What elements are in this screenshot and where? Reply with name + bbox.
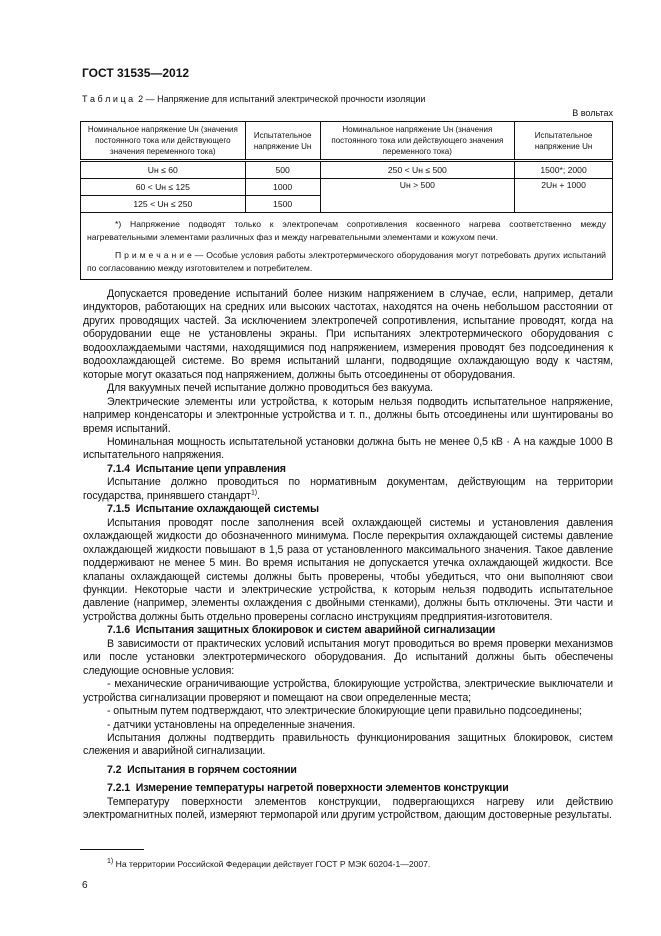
paragraph: Допускается проведение испытаний более низким напряжением в случае, если, например, детали индукторов, работающих на средних или высоких частотах, находятся на очень небольшом расстоянии от других проводящих частей. За исключением электропечей сопротивления, испытание проводят, когда на оборудовании еще не установлены экраны. При испытаниях электротермического оборудования с водоохлаждаемыми частями, находящимися под напряжением, измерения проводят без подсоединения к водоохлаждающей системе. Во время испытаний шланги, подводящие охлаждающую воду к частям, которые могут оказаться под напряжением, должны быть отсоединены от оборудования.: [83, 288, 613, 381]
table-caption: Т а б л и ц а 2 — Напряжение для испытаний электрической прочности изоляции: [82, 94, 426, 104]
document-header: ГОСТ 31535—2012: [82, 66, 190, 80]
list-item: - датчики установлены на определенные значения.: [107, 718, 356, 731]
paragraph: Испытания должны подтвердить правильность функционирования защитных блокировок, систем слежения и аварийной сигнализации.: [83, 731, 613, 758]
table-cell: 125 < Uн ≤ 250: [81, 196, 246, 213]
paragraph: Испытания проводят после заполнения всей охлаждающей системы и установления давления охлаждающей жидкости до обозначенного минимума. После перекрытия охлаждающей системы давление охлаждающей жидкости повышают в 1,5 раза от установленного максимального значения. Такое давление поддерживают не менее 5 мин. Во время испытания не допускается утечка охлаждающей жидкости. Все клапаны охлаждающей системы должны быть проверены, чтобы убедиться, что они выполняют свои функции. Некоторые части и электрические устройства, к которым нельзя подводить испытательное давление (например, элементы охлаждения с двойными стенками), должны быть отключены. Эти части и устройства должны быть отдельно проверены согласно инструкциям предприятия-изготовителя.: [83, 516, 613, 623]
section-heading: 7.2 Испытания в горячем состоянии: [107, 763, 297, 776]
list-item: - механические ограничивающие устройства, блокирующие устройства, электрические выключатели и устройства сигнализации проверяют и помещают на свои определенные места;: [83, 678, 613, 704]
table-cell: 1500: [245, 196, 320, 213]
section-heading: 7.1.4 Испытание цепи управления: [107, 462, 286, 475]
section-heading: 7.2.1 Измерение температуры нагретой поверхности элементов конструкции: [107, 782, 509, 795]
table-header: Испытательное напряжение Uн: [245, 122, 320, 161]
table-cell: 500: [245, 161, 320, 179]
paragraph: Номинальная мощность испытательной установки должна быть не менее 0,5 кВ · А на каждые 1000 В испытательного напряжения.: [83, 435, 613, 462]
footnote-mark: 1): [107, 857, 114, 865]
page-number: 6: [82, 879, 88, 891]
table-notes-row: [81, 213, 613, 280]
table-cell: 1500*; 2000: [515, 161, 613, 179]
page-footnote: [107, 858, 613, 870]
table-cell: 250 < Uн ≤ 500: [320, 161, 515, 179]
table-row: [81, 161, 613, 179]
table-header: Испытательное напряжение Uн: [515, 122, 613, 161]
paragraph: Для вакуумных печей испытание должно проводиться без вакуума.: [107, 382, 433, 395]
section-heading: 7.1.6 Испытания защитных блокировок и систем аварийной сигнализации: [107, 624, 496, 637]
table-cell: Uн > 500: [320, 179, 515, 213]
footnote-divider: [80, 849, 144, 850]
table-header: Номинальное напряжение Uн (значения постоянного тока или действующего значения переменного тока): [320, 122, 515, 161]
table-cell: 1000: [245, 179, 320, 196]
table-footnote: *) Напряжение подводят только к электропечам сопротивления косвенного нагрева соответственно между нагревательными элементами различных фаз и между нагревательными элементами и кожухом печи.: [87, 219, 606, 242]
table-cell: 2Uн + 1000: [515, 179, 613, 213]
footnote-text: На территории Российской Федерации действует ГОСТ Р МЭК 60204-1—2007.: [115, 858, 431, 869]
footnote-ref: 1): [250, 489, 257, 497]
table-note: П р и м е ч а н и е — Особые условия работы электротермического оборудования могут потребовать других испытаний по согласованию между изготовителем и потребителем.: [87, 250, 606, 273]
paragraph: Температуру поверхности элементов конструкции, подвергающихся нагреву или действию электромагнитных полей, измеряют термопарой или другим устройством, дающим достоверные результаты.: [83, 795, 613, 822]
list-item: - опытным путем подтверждают, что электрические блокирующие цепи правильно подсоединены;: [107, 705, 582, 718]
table-row: [81, 179, 613, 196]
table-header-row: [81, 122, 613, 161]
section-heading: 7.1.5 Испытание охлаждающей системы: [107, 503, 319, 516]
table-units: В вольтах: [572, 108, 613, 118]
body-text: [83, 288, 613, 823]
paragraph: В зависимости от практических условий испытания могут проводиться во время проверки механизмов или после установки электротермического оборудования. До испытаний должны быть обеспечены следующие основные условия:: [83, 637, 613, 677]
voltage-table: [80, 121, 613, 280]
paragraph: Электрические элементы или устройства, к которым нельзя подводить испытательное напряжение, например конденсаторы и электронные устройства и т. п., должны быть отсоединены или шунтированы во время испытаний.: [83, 395, 613, 435]
table-cell: 60 < Uн ≤ 125: [81, 179, 246, 196]
table-header: Номинальное напряжение Uн (значения постоянного тока или действующего значения переменного тока): [81, 122, 246, 161]
table-cell: Uн ≤ 60: [81, 161, 246, 179]
paragraph-text: Испытание должно проводиться по нормативным документам, действующим на территории государства, принявшего стандарт: [83, 476, 613, 502]
paragraph: Испытание должно проводиться по нормативным документам, действующим на территории государства, принявшего стандарт$^{1)}$.: [83, 476, 613, 502]
